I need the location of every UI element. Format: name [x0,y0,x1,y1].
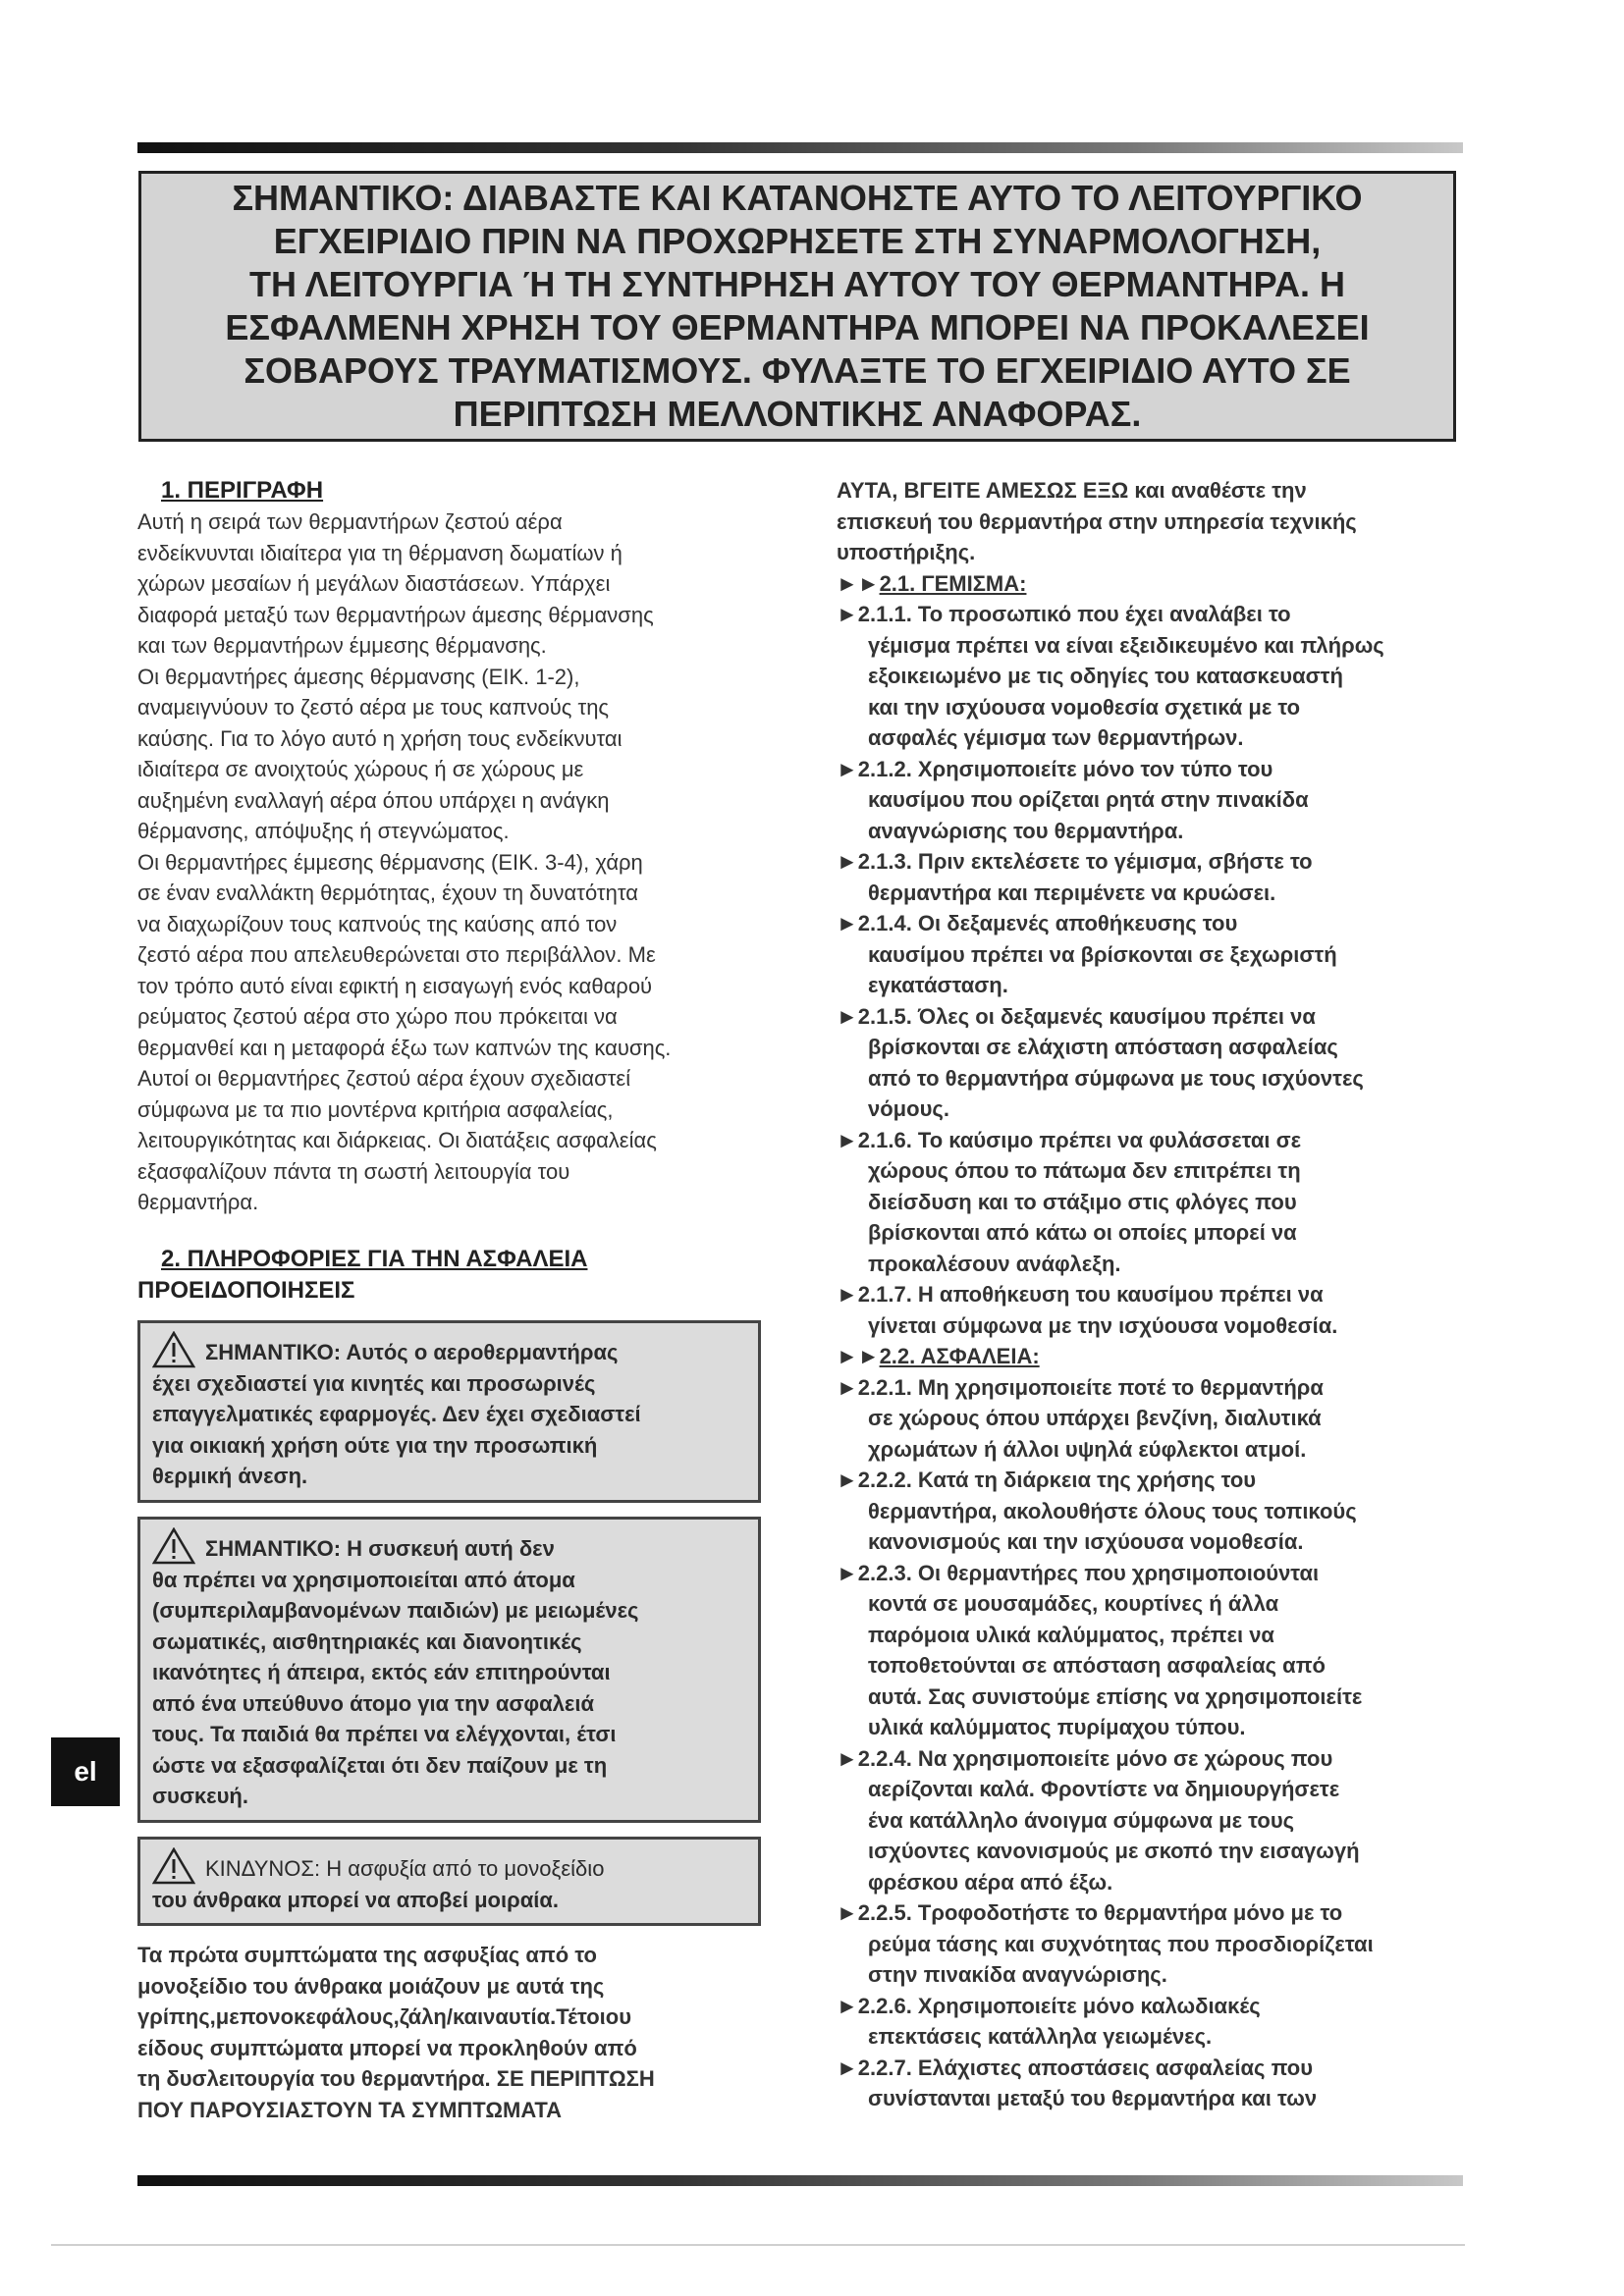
left-column [137,475,766,2125]
item-line: υλικά καλύμματος πυρίμαχου τύπου. [868,1715,1246,1739]
banner-line: ΕΣΦΑΛΜΕΝΗ ΧΡΗΣΗ ΤΟΥ ΘΕΡΜΑΝΤΗΡΑ ΜΠΟΡΕΙ ΝΑ ΠΡΟΚΑΛΕΣΕΙ [225,307,1370,347]
bottom-rule [137,2175,1463,2186]
text-line: Οι θερμαντήρες άμεσης θέρμανσης (ΕΙΚ. 1-2), [137,664,580,689]
item-line: θερμαντήρα, ακολουθήστε όλους τους τοπικούς [868,1498,1357,1523]
item-line: αερίζονται καλά. Φροντίστε να δημιουργήσετε [868,1777,1340,1801]
right-column [837,475,1465,2114]
item-line: ►2.1.6. Το καύσιμο πρέπει να φυλάσσεται σε [837,1127,1302,1152]
safety-heading [837,1341,1465,1372]
item-line: ►2.2.3. Οι θερμαντήρες που χρησιμοποιούνται [837,1560,1320,1585]
item-line: χώρους όπου το πάτωμα δεν επιτρέπει τη [868,1158,1301,1183]
item-line: χρωμάτων ή άλλοι υψηλά εύφλεκτοι ατμοί. [868,1436,1307,1462]
text-line: θερμαντήρα. [137,1190,259,1214]
box-line: ώστε να εξασφαλίζεται ότι δεν παίζουν με τη [152,1752,608,1778]
important-box-reduced-capacity [137,1517,761,1823]
item-line: ρεύμα τάσης και συχνότητας που προσδιορίζεται [868,1931,1374,1956]
text-line: διαφορά μεταξύ των θερμαντήρων άμεσης θέρμανσης [137,602,654,627]
item-line: νόμους. [868,1096,949,1121]
item-line: ισχύοντες κανονισμούς με σκοπό την εισαγωγή [868,1839,1360,1863]
double-arrow-icon: ►► [837,1344,880,1368]
text-line: επισκευή του θερμαντήρα στην υπηρεσία τεχνικής [837,508,1357,534]
item-line: βρίσκονται από κάτω οι οποίες μπορεί να [868,1220,1297,1245]
box-line: ΚΙΝΔΥΝΟΣ: Η ασφυξία από το μονοξείδιο [205,1856,605,1881]
numbered-item [837,1279,1465,1341]
warning-triangle-icon [152,1331,195,1368]
banner-line: ΕΓΧΕΙΡΙΔΙΟ ΠΡΙΝ ΝΑ ΠΡΟΧΩΡΗΣΕΤΕ ΣΤΗ ΣΥΝΑΡΜΟΛΟΓΗΣΗ, [273,221,1322,261]
text-line: σε έναν εναλλάκτη θερμότητας, έχουν τη δυνατότητα [137,881,638,905]
item-line: γίνεται σύμφωνα με την ισχύουσα νομοθεσία. [868,1312,1338,1338]
filling-heading [837,568,1465,600]
filling-title: 2.1. ΓΕΜΙΣΜΑ: [879,570,1027,596]
box-line: επαγγελματικές εφαρμογές. Δεν έχει σχεδιαστεί [152,1402,641,1426]
box-line: θερμική άνεση. [152,1464,308,1488]
item-line: σε χώρους όπου υπάρχει βενζίνη, διαλυτικά [868,1406,1322,1430]
text-line: ιδιαίτερα σε ανοιχτούς χώρους ή σε χώρους με [137,757,584,781]
text-line: ζεστό αέρα που απελευθερώνεται στο περιβάλλον. Με [137,942,656,967]
item-line: ►2.1.1. Το προσωπικό που έχει αναλάβει το [837,602,1291,626]
important-warning-banner [138,171,1456,442]
item-line: από το θερμαντήρα σύμφωνα με τους ισχύοντες [868,1065,1364,1091]
item-line: ►2.1.2. Χρησιμοποιείτε μόνο τον τύπο του [837,756,1273,781]
text-line: καύσης. Για το λόγο αυτό η χρήση τους ενδείκνυται [137,725,623,751]
box-line: (συμπεριλαμβανομένων παιδιών) με μειωμένες [152,1598,639,1623]
item-line: συνίστανται μεταξύ του θερμαντήρα και των [868,2086,1318,2110]
safety-title: 2.2. ΑΣΦΑΛΕΙΑ: [879,1344,1040,1368]
item-line: επεκτάσεις κατάλληλα γειωμένες. [868,2024,1213,2049]
item-line: ►2.2.2. Κατά τη διάρκεια της χρήσης του [837,1468,1257,1492]
item-line: ►2.2.1. Μη χρησιμοποιείτε ποτέ το θερμαντήρα [837,1374,1324,1400]
item-line: αναγνώρισης του θερμαντήρα. [868,818,1184,843]
item-line: κοντά σε μουσαμάδες, κουρτίνες ή άλλα [868,1591,1279,1616]
text-line: ΠΟΥ ΠΑΡΟΥΣΙΑΣΤΟΥΝ ΤΑ ΣΥΜΠΤΩΜΑΤΑ [137,2097,563,2122]
text-line: και των θερμαντήρων έμμεσης θέρμανσης. [137,633,547,658]
box-line: τους. Τα παιδιά θα πρέπει να ελέγχονται, έτσι [152,1722,617,1746]
text-line: θέρμανσης, απόψυξης ή στεγνώματος. [137,819,510,843]
numbered-item [837,1465,1465,1558]
danger-box-carbon-monoxide [137,1837,761,1927]
text-line: αυξημένη εναλλαγή αέρα όπου υπάρχει η ανάγκη [137,787,610,813]
item-line: θερμαντήρα και περιμένετε να κρυώσει. [868,880,1276,905]
text-line: ΑΥΤΑ, ΒΓΕΙΤΕ ΑΜΕΣΩΣ ΕΞΩ και αναθέστε την [837,478,1307,503]
text-line: σύμφωνα με τα πιο μοντέρνα κριτήρια ασφαλείας, [137,1096,614,1122]
numbered-item [837,1743,1465,1898]
numbered-item [837,2053,1465,2114]
text-line: θερμανθεί και η μεταφορά έξω των καπνών της καυσης. [137,1035,672,1060]
section-1-body [137,507,766,1218]
numbered-item [837,846,1465,908]
item-line: εγκατάσταση. [868,973,1008,997]
box-line: για οικιακή χρήση ούτε για την προσωπική [152,1432,598,1458]
double-arrow-icon: ►► [837,570,880,596]
warnings-subtitle: ΠΡΟΕΙΔΟΠΟΙΗΣΕΙΣ [137,1276,355,1304]
item-line: διείσδυση και το στάξιμο στις φλόγες που [868,1189,1297,1214]
banner-line: ΠΕΡΙΠΤΩΣΗ ΜΕΛΛΟΝΤΙΚΗΣ ΑΝΑΦΟΡΑΣ. [453,394,1142,434]
text-line: αναμειγνύουν το ζεστό αέρα με τους καπνούς της [137,695,610,720]
numbered-item [837,1125,1465,1280]
item-line: αυτά. Σας συνιστούμε επίσης να χρησιμοποιείτε [868,1683,1363,1709]
numbered-item [837,908,1465,1001]
banner-line: ΣΗΜΑΝΤΙΚΟ: ΔΙΑΒΑΣΤΕ ΚΑΙ ΚΑΤΑΝΟΗΣΤΕ ΑΥΤΟ ΤΟ ΛΕΙΤΟΥΡΓΙΚΟ [232,178,1363,218]
numbered-item [837,754,1465,847]
item-line: ►2.1.3. Πριν εκτελέσετε το γέμισμα, σβήστε το [837,849,1313,874]
banner-line: ΤΗ ΛΕΙΤΟΥΡΓΙΑ Ή ΤΗ ΣΥΝΤΗΡΗΣΗ ΑΥΤΟΥ ΤΟΥ ΘΕΡΜΑΝΤΗΡΑ. Η [249,264,1345,304]
filling-list [837,599,1465,1341]
item-line: παρόμοια υλικά καλύμματος, πρέπει να [868,1622,1274,1647]
top-rule [137,142,1463,153]
warning-triangle-icon [152,1847,195,1885]
item-line: ένα κατάλληλο άνοιγμα σύμφωνα με τους [868,1807,1295,1833]
item-line: εξοικειωμένο με τις οδηγίες του κατασκευαστή [868,664,1343,688]
item-line: στην πινακίδα αναγνώρισης. [868,1962,1167,1987]
item-line: κανονισμούς και την ισχύουσα νομοθεσία. [868,1529,1304,1554]
item-line: και την ισχύουσα νομοθεσία σχετικά με το [868,694,1301,720]
text-line: Αυτοί οι θερμαντήρες ζεστού αέρα έχουν σχεδιαστεί [137,1066,631,1091]
item-line: ►2.2.7. Ελάχιστες αποστάσεις ασφαλείας που [837,2055,1314,2080]
text-line: τη δυσλειτουργία του θερμαντήρα. ΣΕ ΠΕΡΙΠΤΩΣΗ [137,2066,655,2091]
item-line: φρέσκου αέρα από έξω. [868,1869,1113,1895]
item-line: προκαλέσουν ανάφλεξη. [868,1251,1121,1276]
box-line: έχει σχεδιαστεί για κινητές και προσωρινές [152,1370,596,1396]
item-line: καυσίμου που ορίζεται ρητά στην πινακίδα [868,787,1309,812]
banner-line: ΣΟΒΑΡΟΥΣ ΤΡΑΥΜΑΤΙΣΜΟΥΣ. ΦΥΛΑΞΤΕ ΤΟ ΕΓΧΕΙΡΙΔΙΟ ΑΥΤΟ ΣΕ [244,350,1351,391]
item-line: ►2.2.6. Χρησιμοποιείτε μόνο καλωδιακές [837,1993,1261,2018]
text-line: ενδείκνυνται ιδιαίτερα για τη θέρμανση δωματίων ή [137,540,623,565]
text-line: τον τρόπο αυτό είναι εφικτή η εισαγωγή ενός καθαρού [137,973,653,998]
text-line: μονοξείδιο του άνθρακα μοιάζουν με αυτά της [137,1973,605,1999]
text-line: υποστήριξης. [837,540,976,564]
item-line: γέμισμα πρέπει να είναι εξειδικευμένο και πλήρως [868,632,1384,658]
numbered-item [837,1001,1465,1125]
warning-triangle-icon [152,1527,195,1565]
box-line: του άνθρακα μπορεί να αποβεί μοιραία. [152,1887,559,1912]
numbered-item [837,1558,1465,1743]
item-line: καυσίμου πρέπει να βρίσκονται σε ξεχωριστή [868,941,1337,967]
numbered-item [837,599,1465,754]
right-intro [837,475,1465,568]
text-line: Αυτή η σειρά των θερμαντήρων ζεστού αέρα [137,509,563,534]
text-line: λειτουργικότητας και διάρκειας. Οι διατάξεις ασφαλείας [137,1128,657,1152]
item-line: ►2.2.5. Τροφοδοτήστε το θερμαντήρα μόνο με το [837,1900,1343,1925]
language-tab: el [51,1737,120,1806]
section-1-title: 1. ΠΕΡΙΓΡΑΦΗ [161,477,324,504]
item-line: ασφαλές γέμισμα των θερμαντήρων. [868,725,1244,750]
box-line: ικανότητες ή άπειρα, εκτός εάν επιτηρούνται [152,1660,611,1684]
text-line: εξασφαλίζουν πάντα τη σωστή λειτουργία του [137,1158,570,1184]
section-2-title: 2. ΠΛΗΡΟΦΟΡΙΕΣ ΓΙΑ ΤΗΝ ΑΣΦΑΛΕΙΑ [161,1245,588,1272]
text-line: Οι θερμαντήρες έμμεσης θέρμανσης (ΕΙΚ. 3-4), χάρη [137,849,643,875]
text-line: χώρων μεσαίων ή μεγάλων διαστάσεων. Υπάρχει [137,571,611,596]
numbered-item [837,1372,1465,1466]
item-line: ►2.1.7. Η αποθήκευση του καυσίμου πρέπει να [837,1282,1324,1307]
box-line: θα πρέπει να χρησιμοποιείται από άτομα [152,1567,575,1592]
item-line: ►2.1.4. Οι δεξαμενές αποθήκευσης του [837,911,1238,935]
footer-rule [51,2244,1465,2246]
box-line: σωματικές, αισθητηριακές και διανοητικές [152,1629,582,1654]
box-line: ΣΗΜΑΝΤΙΚΟ: Η συσκευή αυτή δεν [205,1536,555,1561]
text-line: γρίπης,μεπονοκεφάλους,ζάλη/καιναυτία.Τέτοιου [137,2004,632,2029]
text-line: ρεύματος ζεστού αέρα στο χώρο που πρόκειται να [137,1004,618,1029]
item-line: ►2.1.5. Όλες οι δεξαμενές καυσίμου πρέπει να [837,1003,1316,1029]
box-line: συσκευή. [152,1784,248,1808]
numbered-item [837,1991,1465,2053]
text-line: Τα πρώτα συμπτώματα της ασφυξίας από το [137,1943,597,1967]
item-line: ►2.2.4. Να χρησιμοποιείτε μόνο σε χώρους που [837,1745,1333,1771]
box-line: από ένα υπεύθυνο άτομο για την ασφαλειά [152,1690,595,1716]
text-line: είδους συμπτώματα μπορεί να προκληθούν από [137,2035,637,2060]
box-line: ΣΗΜΑΝΤΙΚΟ: Αυτός ο αεροθερμαντήρας [205,1340,619,1364]
text-line: να διαχωρίζουν τους καπνούς της καύσης από τον [137,911,618,936]
numbered-item [837,1897,1465,1991]
item-line: βρίσκονται σε ελάχιστη απόσταση ασφαλείας [868,1035,1338,1059]
safety-list [837,1372,1465,2114]
co-symptoms-paragraph [137,1940,766,2125]
item-line: τοποθετούνται σε απόσταση ασφαλείας από [868,1653,1326,1678]
important-box-professional-use [137,1320,761,1503]
